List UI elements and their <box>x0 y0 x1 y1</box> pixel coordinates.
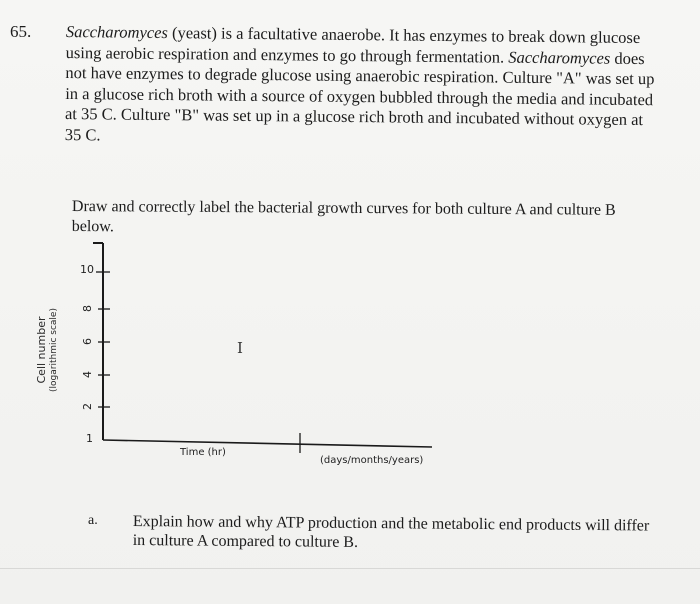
question-text-run: in a glucose rich broth with a source of oxygen bubbled through the media and incubated <box>65 83 654 109</box>
organism-name: Saccharomyces <box>508 47 611 68</box>
question-text-run: does <box>610 48 645 68</box>
y-axis-label-line-2: (logarithmic scale) <box>49 308 59 392</box>
subquestion-line-1: Explain how and why ATP production and the metabolic end products will differ <box>132 512 650 535</box>
question-text-run: (yeast) is a facultative anaerobe. It has enzymes to break down glucose <box>167 23 641 48</box>
subquestion-line-2: in culture A compared to culture B. <box>132 531 359 551</box>
question-text-run: at 35 C. Culture "B" was set up in a glucose rich broth and incubated without oxygen at <box>64 103 644 130</box>
instruction-line-2: below. <box>71 217 114 236</box>
y-tick-label-6: 6 <box>81 338 94 345</box>
question-text-run: not have enzymes to degrade glucose using anaerobic respiration. Culture "A" was set up <box>65 62 655 89</box>
y-tick-label-1: 1 <box>86 432 93 445</box>
question-text-run: using aerobic respiration and enzymes to go through fermentation. <box>65 42 509 67</box>
subquestion-letter: a. <box>88 513 98 528</box>
y-tick-label-4: 4 <box>81 371 94 378</box>
instruction-line-1: Draw and correctly label the bacterial growth curves for both culture A and culture B <box>71 197 616 219</box>
page-divider <box>0 568 700 569</box>
organism-name: Saccharomyces <box>65 22 169 43</box>
subquestion-text <box>133 512 653 555</box>
y-tick-label-8: 8 <box>81 305 94 312</box>
x-axis-label-units: (days/months/years) <box>320 455 424 466</box>
y-axis-label <box>28 300 68 400</box>
y-tick-label-10: 10 <box>80 263 94 276</box>
question-text <box>65 22 678 151</box>
y-tick-label-2: 2 <box>81 403 94 410</box>
question-number: 65. <box>10 22 32 41</box>
text-cursor-icon: I <box>237 339 243 357</box>
growth-curve-graph[interactable] <box>0 235 700 485</box>
y-axis-label-line-1: Cell number <box>35 316 48 384</box>
x-axis <box>103 440 432 447</box>
x-axis-label-time: Time (hr) <box>180 447 226 458</box>
question-text-run: 35 C. <box>64 124 101 144</box>
